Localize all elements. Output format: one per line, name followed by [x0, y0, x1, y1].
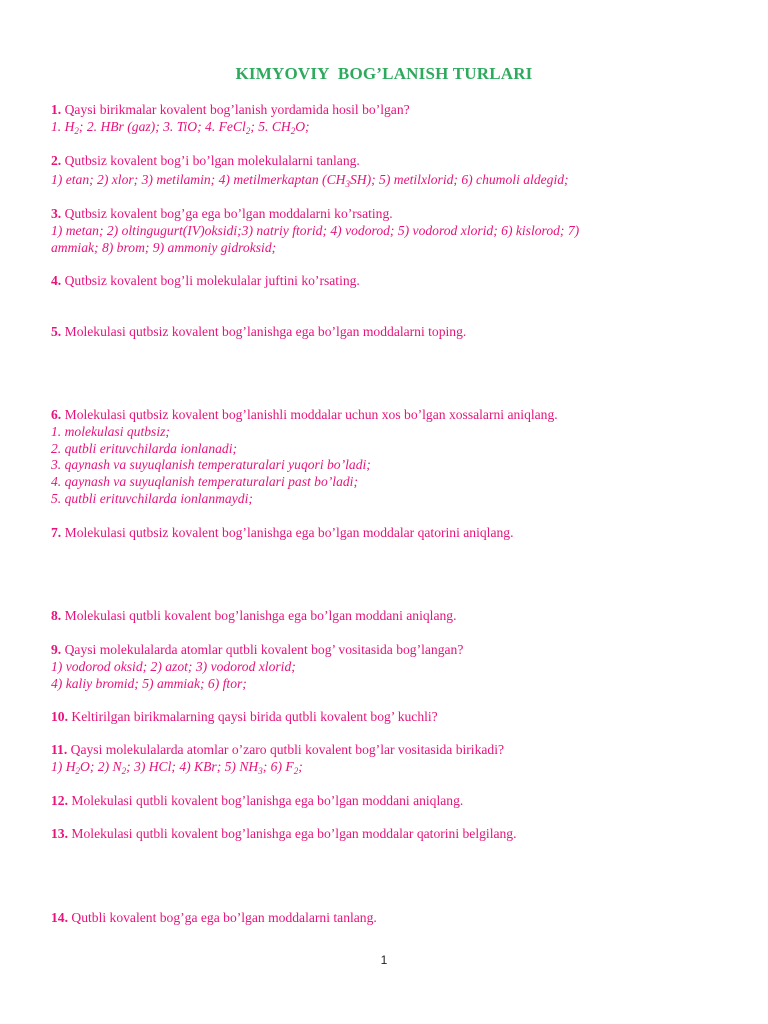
question-8 [51, 608, 661, 625]
question-text: Molekulasi qutbsiz kovalent bog’lanishli moddalar uchun xos bo’lgan xossalarni aniqlang. [64, 407, 558, 422]
question-number: 1. [51, 102, 62, 117]
question-text: Qaysi birikmalar kovalent bog’lanish yordamida hosil bo’lgan? [64, 102, 410, 117]
question-text: Molekulasi qutbli kovalent bog’lanishga ega bo’lgan moddani aniqlang. [71, 793, 464, 808]
question-1 [51, 102, 661, 137]
option-line: 1. $H_2$; 2. HBr (gaz); 3. TiO; 4. FeCl$_2$; 5. $CH_2O$; [51, 118, 310, 136]
option-line: 1) vodorod oksid; 2) azot; 3) vodorod xlorid; [51, 658, 296, 674]
option-line: 1. molekulasi qutbsiz; [51, 423, 170, 439]
question-13 [51, 826, 661, 843]
question-number: 10. [51, 709, 68, 724]
question-3 [51, 206, 661, 256]
question-number: 8. [51, 608, 62, 623]
question-10 [51, 709, 661, 726]
question-7 [51, 525, 661, 542]
question-9 [51, 642, 661, 692]
question-number: 14. [51, 910, 68, 925]
question-number: 7. [51, 525, 62, 540]
question-text: Molekulasi qutbsiz kovalent bog’lanishga ega bo’lgan moddalar qatorini aniqlang. [64, 525, 514, 540]
question-number: 6. [51, 407, 62, 422]
question-text: Molekulasi qutbsiz kovalent bog’lanishga ega bo’lgan moddalarni toping. [64, 324, 467, 339]
question-number: 3. [51, 206, 62, 221]
question-14 [51, 910, 661, 927]
question-number: 2. [51, 153, 62, 168]
question-4 [51, 273, 661, 290]
question-number: 9. [51, 642, 62, 657]
option-line: 3. qaynash va suyuqlanish temperaturalari yuqori bo’ladi; [51, 457, 371, 473]
question-text: Qaysi molekulalarda atomlar qutbli kovalent bog’ vositasida bog’langan? [64, 642, 464, 657]
question-text: Keltirilgan birikmalarning qaysi birida qutbli kovalent bog’ kuchli? [71, 709, 438, 724]
question-12 [51, 793, 661, 810]
question-number: 11. [51, 742, 68, 757]
question-text: Qaysi molekulalarda atomlar o’zaro qutbli kovalent bog’lar vositasida birikadi? [70, 742, 505, 757]
option-line: 1) $H_2O$; 2) $N_2$; 3) HCl; 4) KBr; 5) $NH_3$; 6) $F_2$; [51, 758, 303, 776]
question-6 [51, 407, 661, 508]
option-line: 2. qutbli erituvchilarda ionlanadi; [51, 440, 238, 456]
option-line: 1) metan; 2) oltingugurt(IV)oksidi;3) natriy ftorid; 4) vodorod; 5) vodorod xlorid; 6) kislorod; 7) [51, 222, 580, 238]
question-5 [51, 324, 661, 341]
question-text: Molekulasi qutbli kovalent bog’lanishga ega bo’lgan moddalar qatorini belgilang. [71, 826, 517, 841]
question-number: 4. [51, 273, 62, 288]
question-text: Qutbsiz kovalent bog’li molekulalar juftini ko’rsating. [64, 273, 360, 288]
question-text: Qutbli kovalent bog’ga ega bo’lgan moddalarni tanlang. [71, 910, 377, 925]
page-number: 1 [380, 953, 388, 967]
question-number: 12. [51, 793, 68, 808]
page-title: KIMYOVIY BOG’LANISH TURLARI [235, 64, 533, 83]
option-line: 5. qutbli erituvchilarda ionlanmaydi; [51, 490, 253, 506]
question-text: Qutbsiz kovalent bog’ga ega bo’lgan moddalarni ko’rsating. [64, 206, 393, 221]
option-line: 4) kaliy bromid; 5) ammiak; 6) ftor; [51, 675, 247, 691]
question-number: 5. [51, 324, 62, 339]
question-2 [51, 153, 661, 190]
option-line: 4. qaynash va suyuqlanish temperaturalari past bo’ladi; [51, 474, 358, 490]
option-line: 1) etan; 2) xlor; 3) metilamin; 4) metilmerkaptan $(CH_3SH)$; 5) metilxlorid; 6) chumoli aldegid; [51, 171, 569, 189]
question-number: 13. [51, 826, 68, 841]
question-text: Qutbsiz kovalent bog’i bo’lgan molekulalarni tanlang. [64, 153, 360, 168]
question-text: Molekulasi qutbli kovalent bog’lanishga ega bo’lgan moddani aniqlang. [64, 608, 457, 623]
option-line: ammiak; 8) brom; 9) ammoniy gidroksid; [51, 239, 277, 255]
question-11 [51, 742, 661, 777]
